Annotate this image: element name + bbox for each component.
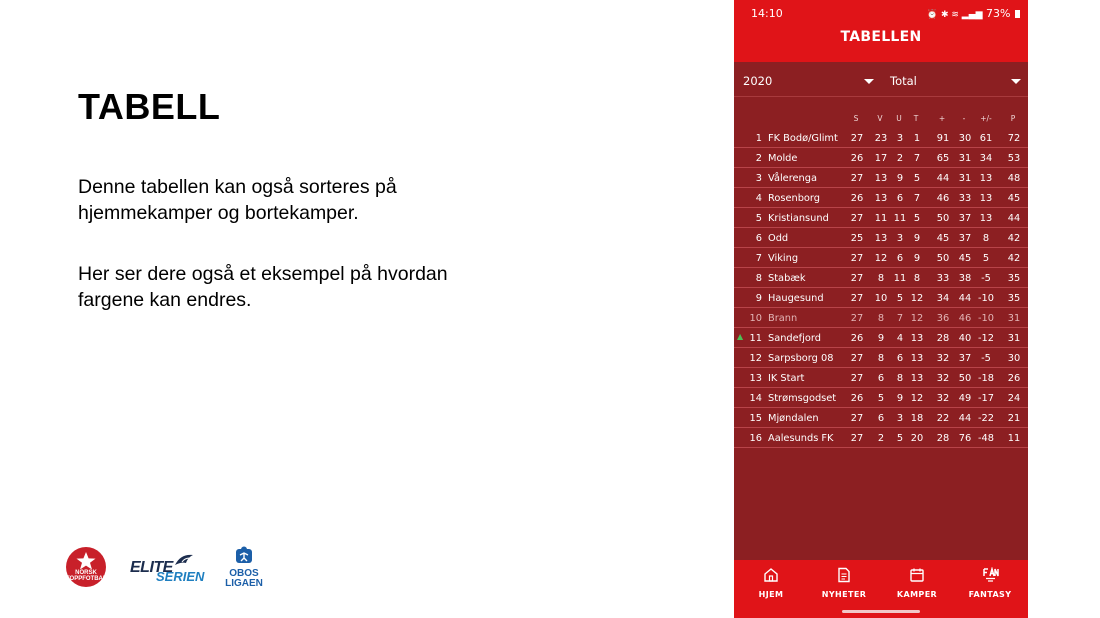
played-cell: 27 xyxy=(850,353,864,364)
nav-matches-label: KAMPER xyxy=(896,590,938,599)
draws-cell: 3 xyxy=(896,133,904,144)
team-name-cell: Aalesunds FK xyxy=(768,433,834,444)
draws-cell: 11 xyxy=(893,213,907,224)
eliteserien-word-2: SERIEN xyxy=(156,569,205,584)
points-cell: 26 xyxy=(1007,373,1021,384)
goals-against-cell: 37 xyxy=(958,213,972,224)
losses-cell: 13 xyxy=(910,333,924,344)
draws-cell: 2 xyxy=(896,153,904,164)
position-cell: 10 xyxy=(749,313,762,324)
goal-difference-cell: -48 xyxy=(977,433,994,444)
losses-cell: 9 xyxy=(913,253,921,264)
points-cell: 30 xyxy=(1007,353,1021,364)
column-header-goals-for[interactable]: + xyxy=(938,114,946,123)
position-cell: 5 xyxy=(755,213,762,224)
goals-against-cell: 31 xyxy=(958,153,972,164)
wins-cell: 11 xyxy=(874,213,888,224)
draws-cell: 5 xyxy=(896,293,904,304)
status-time: 14:10 xyxy=(751,7,783,20)
star-icon xyxy=(74,551,98,571)
position-cell: 12 xyxy=(749,353,762,364)
points-cell: 35 xyxy=(1007,293,1021,304)
slide-title: TABELL xyxy=(78,86,221,127)
table-row[interactable] xyxy=(734,148,1028,168)
draws-cell: 7 xyxy=(896,313,904,324)
points-cell: 42 xyxy=(1007,253,1021,264)
column-header-played[interactable]: S xyxy=(853,114,859,123)
goals-against-cell: 44 xyxy=(958,293,972,304)
points-cell: 24 xyxy=(1007,393,1021,404)
goals-against-cell: 44 xyxy=(958,413,972,424)
points-cell: 42 xyxy=(1007,233,1021,244)
goal-difference-cell: 34 xyxy=(979,153,993,164)
draws-cell: 3 xyxy=(896,413,904,424)
goals-against-cell: 76 xyxy=(958,433,972,444)
played-cell: 27 xyxy=(850,133,864,144)
wins-cell: 13 xyxy=(874,173,888,184)
draws-cell: 9 xyxy=(896,393,904,404)
position-cell: 9 xyxy=(755,293,762,304)
position-cell: 4 xyxy=(755,193,762,204)
season-value: 2020 xyxy=(743,74,773,88)
goal-difference-cell: -22 xyxy=(977,413,994,424)
wins-cell: 8 xyxy=(877,273,885,284)
losses-cell: 12 xyxy=(910,293,924,304)
goals-against-cell: 49 xyxy=(958,393,972,404)
table-row[interactable] xyxy=(734,228,1028,248)
table-row[interactable] xyxy=(734,308,1028,328)
team-name-cell: Rosenborg xyxy=(768,193,820,204)
wins-cell: 6 xyxy=(877,413,885,424)
played-cell: 27 xyxy=(850,313,864,324)
team-name-cell: Molde xyxy=(768,153,798,164)
table-row[interactable] xyxy=(734,288,1028,308)
goal-difference-cell: 13 xyxy=(979,193,993,204)
goals-for-cell: 65 xyxy=(936,153,950,164)
position-cell: 6 xyxy=(755,233,762,244)
played-cell: 25 xyxy=(850,233,864,244)
losses-cell: 12 xyxy=(910,313,924,324)
norsk-toppfotball-text: NORSK TOPPFOTBALL xyxy=(66,570,111,582)
season-dropdown[interactable] xyxy=(743,66,875,96)
description-paragraph-colors: Her ser dere også et eksempel på hvordan fargene kan endres. xyxy=(78,263,448,311)
position-cell: 8 xyxy=(755,273,762,284)
team-name-cell: Stabæk xyxy=(768,273,806,284)
goals-for-cell: 44 xyxy=(936,173,950,184)
table-mode-dropdown[interactable] xyxy=(890,66,1022,96)
divider xyxy=(734,96,1028,97)
draws-cell: 8 xyxy=(896,373,904,384)
losses-cell: 13 xyxy=(910,373,924,384)
losses-cell: 1 xyxy=(913,133,921,144)
wins-cell: 5 xyxy=(877,393,885,404)
fantasy-icon xyxy=(981,567,999,583)
table-row[interactable] xyxy=(734,428,1028,448)
table-row[interactable] xyxy=(734,168,1028,188)
column-header-draws[interactable]: U xyxy=(896,114,902,123)
losses-cell: 9 xyxy=(913,233,921,244)
points-cell: 31 xyxy=(1007,313,1021,324)
goal-difference-cell: 8 xyxy=(982,233,990,244)
losses-cell: 7 xyxy=(913,153,921,164)
points-cell: 31 xyxy=(1007,333,1021,344)
points-cell: 48 xyxy=(1007,173,1021,184)
table-row[interactable] xyxy=(734,248,1028,268)
losses-cell: 5 xyxy=(913,173,921,184)
wins-cell: 12 xyxy=(874,253,888,264)
table-row[interactable] xyxy=(734,388,1028,408)
goals-for-cell: 28 xyxy=(936,333,950,344)
played-cell: 27 xyxy=(850,413,864,424)
team-name-cell: FK Bodø/Glimt xyxy=(768,133,838,144)
goals-against-cell: 37 xyxy=(958,233,972,244)
goals-for-cell: 46 xyxy=(936,193,950,204)
losses-cell: 8 xyxy=(913,273,921,284)
goals-against-cell: 33 xyxy=(958,193,972,204)
team-name-cell: Vålerenga xyxy=(768,173,817,184)
status-bar xyxy=(734,0,1028,26)
position-cell: 3 xyxy=(755,173,762,184)
losses-cell: 13 xyxy=(910,353,924,364)
table-row[interactable] xyxy=(734,128,1028,148)
goal-difference-cell: 61 xyxy=(979,133,993,144)
wins-cell: 17 xyxy=(874,153,888,164)
played-cell: 27 xyxy=(850,293,864,304)
eliteserien-word-1: ELITE xyxy=(130,559,173,576)
standings-table xyxy=(734,128,1028,448)
table-row[interactable] xyxy=(734,208,1028,228)
column-header-goal-difference[interactable]: +/- xyxy=(980,114,992,123)
team-name-cell: Mjøndalen xyxy=(768,413,819,424)
goals-for-cell: 32 xyxy=(936,393,950,404)
goals-for-cell: 33 xyxy=(936,273,950,284)
home-icon xyxy=(763,567,779,583)
goals-against-cell: 45 xyxy=(958,253,972,264)
nav-home-label: HJEM xyxy=(758,590,784,599)
losses-cell: 12 xyxy=(910,393,924,404)
goals-for-cell: 34 xyxy=(936,293,950,304)
team-name-cell: Kristiansund xyxy=(768,213,829,224)
wins-cell: 23 xyxy=(874,133,888,144)
norsk-toppfotball-logo xyxy=(66,547,111,587)
draws-cell: 3 xyxy=(896,233,904,244)
goals-against-cell: 37 xyxy=(958,353,972,364)
trend-up-icon: ▲ xyxy=(737,332,744,341)
column-header-points[interactable]: P xyxy=(1010,114,1016,123)
played-cell: 27 xyxy=(850,213,864,224)
table-mode-value: Total xyxy=(890,74,917,88)
wins-cell: 8 xyxy=(877,313,885,324)
losses-cell: 5 xyxy=(913,213,921,224)
position-cell: 16 xyxy=(749,433,762,444)
points-cell: 72 xyxy=(1007,133,1021,144)
eliteserien-logo xyxy=(130,553,205,584)
phone-screenshot xyxy=(734,0,1028,618)
status-indicators xyxy=(927,7,1020,20)
team-name-cell: Strømsgodset xyxy=(768,393,837,404)
position-cell: 11 xyxy=(749,333,762,344)
chevron-down-icon xyxy=(864,79,874,84)
position-cell: 2 xyxy=(755,153,762,164)
goals-against-cell: 46 xyxy=(958,313,972,324)
points-cell: 45 xyxy=(1007,193,1021,204)
column-header-losses[interactable]: T xyxy=(913,114,919,123)
obos-ligaen-logo xyxy=(224,546,264,590)
nav-home[interactable] xyxy=(736,560,806,618)
table-row[interactable] xyxy=(734,348,1028,368)
losses-cell: 20 xyxy=(910,433,924,444)
played-cell: 26 xyxy=(850,193,864,204)
table-header xyxy=(734,114,1028,126)
goal-difference-cell: -5 xyxy=(981,273,991,284)
column-header-goals-against[interactable]: - xyxy=(962,114,966,123)
goals-for-cell: 32 xyxy=(936,373,950,384)
home-indicator[interactable] xyxy=(842,610,920,613)
screen-title: TABELLEN xyxy=(840,29,922,45)
nav-fantasy-label: FANTASY xyxy=(968,590,1012,599)
goals-against-cell: 50 xyxy=(958,373,972,384)
points-cell: 44 xyxy=(1007,213,1021,224)
goals-against-cell: 31 xyxy=(958,173,972,184)
wins-cell: 10 xyxy=(874,293,888,304)
draws-cell: 9 xyxy=(896,173,904,184)
losses-cell: 18 xyxy=(910,413,924,424)
goal-difference-cell: -17 xyxy=(977,393,994,404)
table-row[interactable] xyxy=(734,408,1028,428)
chevron-down-icon xyxy=(1011,79,1021,84)
draws-cell: 5 xyxy=(896,433,904,444)
eagle-icon xyxy=(174,553,194,569)
description-paragraph-sorting: Denne tabellen kan også sorteres på hjemmekamper og bortekamper. xyxy=(78,176,397,224)
goals-against-cell: 40 xyxy=(958,333,972,344)
goal-difference-cell: 5 xyxy=(982,253,990,264)
team-name-cell: Sandefjord xyxy=(768,333,821,344)
battery-icon xyxy=(1015,10,1020,18)
losses-cell: 7 xyxy=(913,193,921,204)
played-cell: 27 xyxy=(850,373,864,384)
team-name-cell: Viking xyxy=(768,253,799,264)
goal-difference-cell: -5 xyxy=(981,353,991,364)
calendar-icon xyxy=(909,567,925,583)
position-cell: 14 xyxy=(749,393,762,404)
goals-for-cell: 50 xyxy=(936,253,950,264)
played-cell: 26 xyxy=(850,153,864,164)
position-cell: 1 xyxy=(755,133,762,144)
draws-cell: 11 xyxy=(893,273,907,284)
wifi-signal-icon: ⏰ ✱ ≋ ▂▄▆ xyxy=(926,10,983,20)
goals-for-cell: 50 xyxy=(936,213,950,224)
filter-selectors xyxy=(734,66,1028,96)
goals-for-cell: 45 xyxy=(936,233,950,244)
position-cell: 7 xyxy=(755,253,762,264)
goals-against-cell: 30 xyxy=(958,133,972,144)
column-header-wins[interactable]: V xyxy=(877,114,883,123)
goals-for-cell: 36 xyxy=(936,313,950,324)
goals-for-cell: 28 xyxy=(936,433,950,444)
goals-for-cell: 91 xyxy=(936,133,950,144)
wins-cell: 13 xyxy=(874,193,888,204)
obos-icon xyxy=(234,546,254,564)
obos-word: OBOS xyxy=(229,568,259,579)
team-name-cell: Odd xyxy=(768,233,789,244)
team-name-cell: Sarpsborg 08 xyxy=(768,353,834,364)
table-row[interactable] xyxy=(734,268,1028,288)
news-icon xyxy=(836,567,852,583)
draws-cell: 6 xyxy=(896,253,904,264)
goals-for-cell: 22 xyxy=(936,413,950,424)
goals-for-cell: 32 xyxy=(936,353,950,364)
team-name-cell: Brann xyxy=(768,313,798,324)
played-cell: 26 xyxy=(850,393,864,404)
draws-cell: 6 xyxy=(896,353,904,364)
goal-difference-cell: -12 xyxy=(977,333,994,344)
points-cell: 11 xyxy=(1007,433,1021,444)
nav-news-label: NYHETER xyxy=(821,590,867,599)
played-cell: 27 xyxy=(850,253,864,264)
played-cell: 27 xyxy=(850,173,864,184)
wins-cell: 8 xyxy=(877,353,885,364)
played-cell: 27 xyxy=(850,433,864,444)
goal-difference-cell: -18 xyxy=(977,373,994,384)
table-row[interactable] xyxy=(734,368,1028,388)
played-cell: 26 xyxy=(850,333,864,344)
nav-fantasy[interactable] xyxy=(955,560,1025,618)
position-cell: 15 xyxy=(749,413,762,424)
table-row[interactable] xyxy=(734,188,1028,208)
wins-cell: 6 xyxy=(877,373,885,384)
goal-difference-cell: -10 xyxy=(977,293,994,304)
app-header xyxy=(734,26,1028,62)
goal-difference-cell: -10 xyxy=(977,313,994,324)
points-cell: 35 xyxy=(1007,273,1021,284)
wins-cell: 2 xyxy=(877,433,885,444)
wins-cell: 13 xyxy=(874,233,888,244)
team-name-cell: IK Start xyxy=(768,373,805,384)
table-row[interactable] xyxy=(734,328,1028,348)
draws-cell: 6 xyxy=(896,193,904,204)
goals-against-cell: 38 xyxy=(958,273,972,284)
goal-difference-cell: 13 xyxy=(979,213,993,224)
goal-difference-cell: 13 xyxy=(979,173,993,184)
points-cell: 21 xyxy=(1007,413,1021,424)
battery-level: 73% xyxy=(986,7,1011,20)
team-name-cell: Haugesund xyxy=(768,293,824,304)
draws-cell: 4 xyxy=(896,333,904,344)
position-cell: 13 xyxy=(749,373,762,384)
ligaen-word: LIGAEN xyxy=(225,578,263,589)
points-cell: 53 xyxy=(1007,153,1021,164)
wins-cell: 9 xyxy=(877,333,885,344)
played-cell: 27 xyxy=(850,273,864,284)
